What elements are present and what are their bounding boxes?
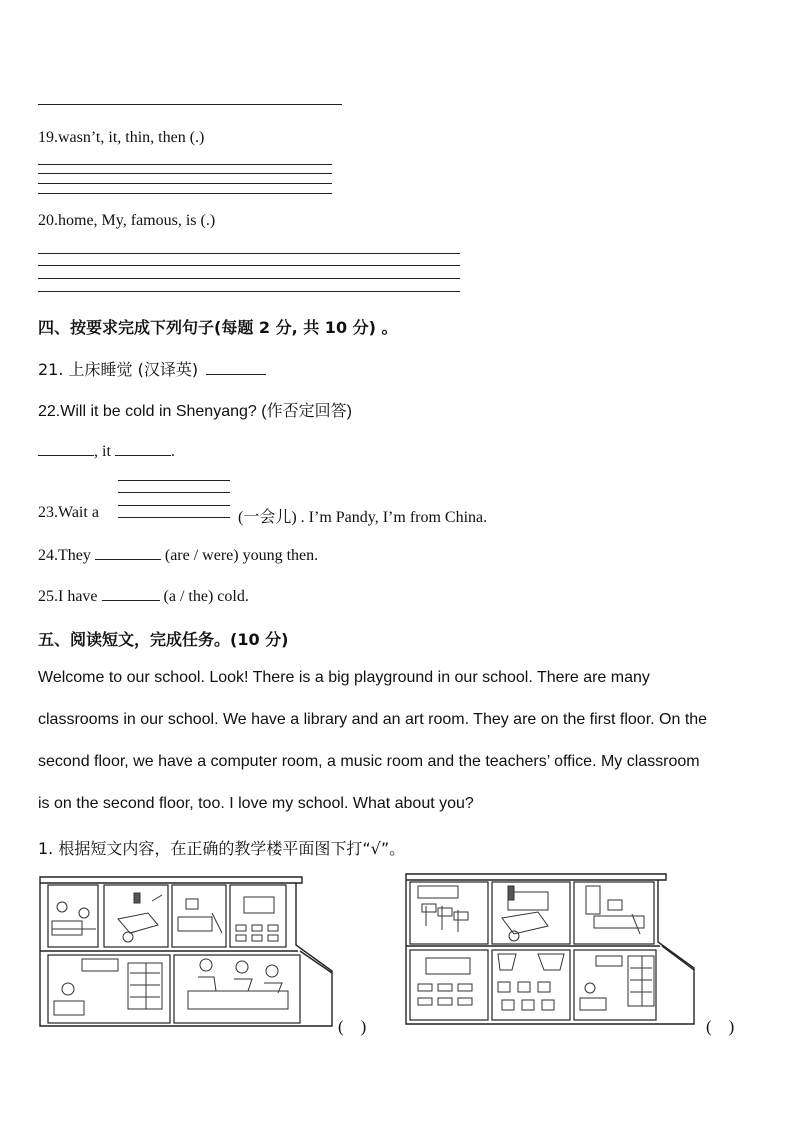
answer-paren-a[interactable]: ( ) <box>338 1017 367 1036</box>
question-22-answer <box>38 441 175 461</box>
question-23-prefix: 23.Wait a <box>38 504 99 521</box>
section-5-heading: 五、阅读短文，完成任务。(10 分) <box>38 630 289 649</box>
room-office-a <box>48 885 98 947</box>
answer-blank-q24[interactable] <box>95 545 161 560</box>
passage-line-2: classrooms in our school. We have a library and an art room. They are on the first floor. On the <box>38 711 708 728</box>
room-art-a <box>174 955 300 1023</box>
room-library-a <box>48 955 170 1023</box>
passage-line-3: second floor, we have a computer room, a music room and the teachers’ office. My classroom <box>38 753 700 770</box>
passage-line-1: Welcome to our school. Look! There is a big playground in our school. There are many <box>38 669 650 686</box>
room-classroom-bottom-b <box>410 950 488 1020</box>
question-24-prefix: 24.They <box>38 547 91 564</box>
answer-line-q18[interactable] <box>38 104 342 105</box>
question-20: 20.home, My, famous, is (.) <box>38 212 216 229</box>
task-1-instruction: 1. 根据短文内容，在正确的教学楼平面图下打“√”。 <box>38 839 406 858</box>
question-22-answer-end: . <box>170 443 175 460</box>
question-22-text: 22.Will it be cold in Shenyang? (作否定回答) <box>38 403 352 420</box>
question-19: 19.wasn’t, it, thin, then (.) <box>38 129 205 146</box>
answer-blank-q22-a[interactable] <box>38 441 94 456</box>
question-25-suffix: (a / the) cold. <box>163 588 249 605</box>
passage-line-4: is on the second floor, too. I love my school. What about you? <box>38 795 474 812</box>
question-22 <box>38 398 352 421</box>
floor-plan-b <box>398 870 698 1028</box>
question-25-prefix: 25.I have <box>38 588 98 605</box>
question-23-suffix: (一会儿) . I’m Pandy, I’m from China. <box>238 509 488 526</box>
floor-plan-a <box>38 873 338 1028</box>
question-21-text: 21. 上床睡觉 (汉译英) <box>38 360 199 379</box>
answer-paren-b[interactable]: ( ) <box>706 1017 735 1036</box>
question-24-suffix: (are / were) young then. <box>164 547 319 564</box>
question-21 <box>38 357 266 380</box>
question-22-answer-mid: , it <box>94 443 111 460</box>
question-25 <box>38 586 249 606</box>
answer-blank-q25[interactable] <box>102 586 160 601</box>
question-24 <box>38 545 318 565</box>
answer-blank-q21[interactable] <box>206 360 266 375</box>
answer-blank-q22-b[interactable] <box>115 441 171 456</box>
section-4-heading: 四、按要求完成下列句子(每题 2 分, 共 10 分) 。 <box>38 318 398 337</box>
room-classroom-top-b <box>410 882 488 944</box>
room-computer-a <box>172 885 226 947</box>
